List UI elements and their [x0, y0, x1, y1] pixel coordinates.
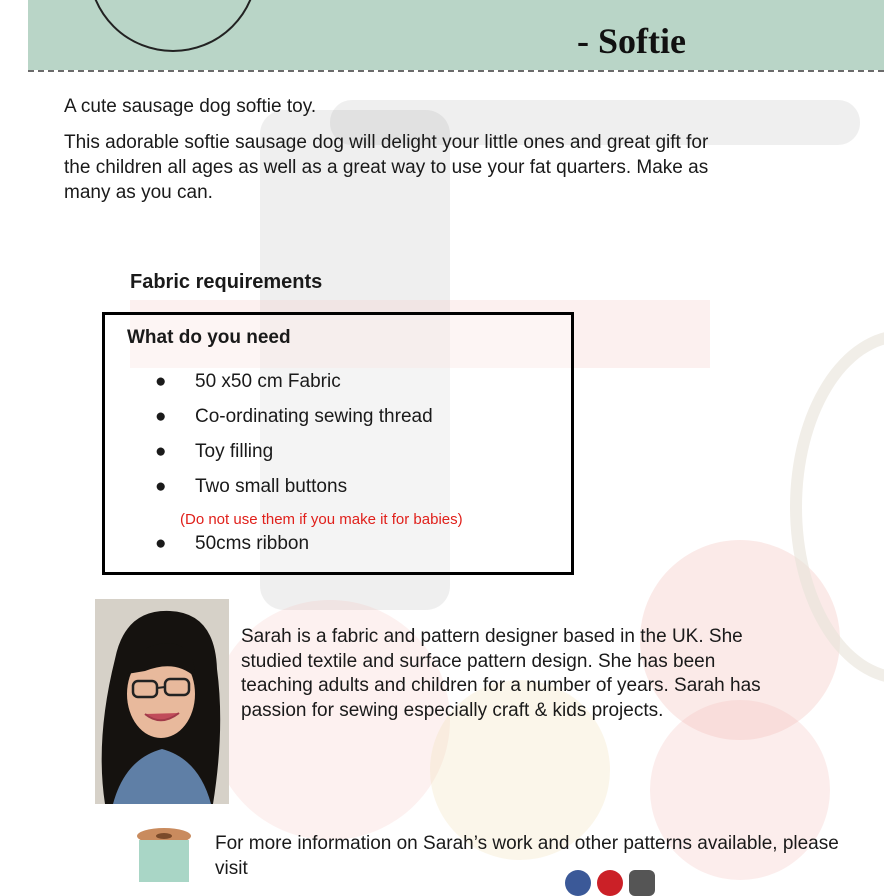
facebook-icon[interactable] — [565, 870, 591, 896]
fabric-requirements-heading: Fabric requirements — [130, 271, 323, 293]
bullet-icon: ● — [155, 371, 167, 392]
thread-spool-icon — [135, 826, 193, 882]
author-photo — [95, 599, 229, 804]
more-info-text: For more information on Sarah’s work and other patterns available, please visit — [215, 833, 839, 879]
requirements-box — [102, 312, 574, 575]
description-text: This adorable softie sausage dog will delight your little ones and great gift for the children all ages as well as a great way to use your fat quarters. Make as many as you can. — [64, 132, 709, 203]
header-divider — [28, 70, 884, 72]
author-bio: Sarah is a fabric and pattern designer based in the UK. She studied textile and surface pattern design. She has been teaching adults and children for a number of years. Sarah has passion for sewing especially craft & kids projects. — [241, 626, 761, 721]
list-item-text: Co-ordinating sewing thread — [195, 406, 433, 427]
list-item-text: 50 x50 cm Fabric — [195, 371, 341, 392]
list-item-text: 50cms ribbon — [195, 533, 310, 554]
pinterest-icon[interactable] — [597, 870, 623, 896]
page-title: - Softie — [577, 21, 686, 61]
intro-text: A cute sausage dog softie toy. — [64, 96, 317, 117]
bullet-icon: ● — [155, 476, 167, 497]
list-item-text: Two small buttons — [195, 476, 348, 497]
babies-warning-note: (Do not use them if you make it for babies) — [180, 511, 463, 528]
bullet-icon: ● — [155, 441, 167, 462]
list-item-text: Toy filling — [195, 441, 274, 462]
requirements-title: What do you need — [127, 327, 291, 348]
bullet-icon: ● — [155, 406, 167, 427]
bullet-icon: ● — [155, 533, 167, 554]
instagram-icon[interactable] — [629, 870, 655, 896]
